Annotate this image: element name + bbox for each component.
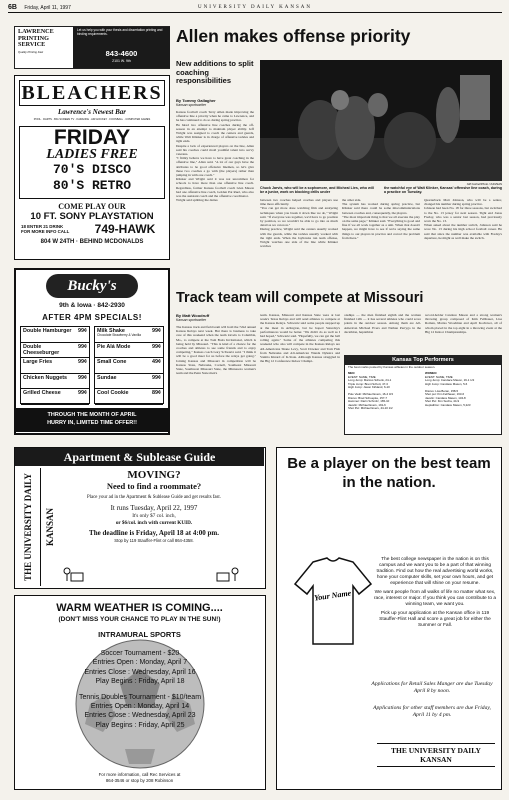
lawrence-line1: LAWRENCE [18, 28, 54, 35]
intramural-line: Tennis Doubles Tournament - $10/team [78, 693, 202, 701]
article2-headline: Track team will compete at Missouri [176, 290, 424, 306]
jersey-illustration [289, 556, 377, 648]
intramural-title: WARM WEATHER IS COMING.... [56, 602, 223, 614]
lawrence-line2: PRINTING [18, 34, 49, 42]
player-deadline1: Applications for Retail Sales Manger are due Tuesday April 8 by noon. [371, 681, 493, 694]
bleachers-friday-box [19, 126, 165, 199]
buckys-footer2: HURRY IN, LIMITED TIME OFFER!! [47, 420, 137, 426]
menu-item [95, 358, 163, 374]
performer-line: Shot Put: Michael Evers, 44-10 1/2 [348, 406, 393, 410]
lawrence-dark-panel [73, 27, 170, 68]
intramural-footer [15, 772, 264, 784]
lawrence-phone: 843-4600 [105, 49, 138, 58]
article1-c2: "You can get more done watching film and analyzing techniques when you break it down like we do," Wright said. "If everyone was together, we'd have to go position by position, so we wouldn't be able to go into as much detail as we can now." [260, 206, 338, 228]
article1-subhead: New additions to split coaching responsibilities [176, 59, 254, 85]
apartment-need: Need to find a roommate? [106, 481, 202, 491]
intramural-line: Entries Open : Monday, April 7 [92, 659, 188, 667]
men-event-label: EVENT: NAME, TIME [348, 374, 376, 379]
buckys-address: 9th & Iowa · 842-2930 [59, 302, 125, 309]
bleachers-features: POOL · DARTS · BIG SCREEN TV · KARAOKE · AIR HOCKEY · FOOSBALL · COMPUTER GAMES [33, 118, 151, 121]
menu-item-price: 99¢ [78, 343, 87, 350]
article1-p4: "I firmly believe we have to have great coaching in the offensive line," Allen said. "A lot of our guys have the attributes to be good offensive linemen, so let's give these two coaches a go with (the players) rather than jumping in with one coach." [176, 156, 254, 178]
menu-item-price: 99¢ [78, 390, 87, 396]
performer-line: Discus: Lisa Beran, 158-5 [425, 388, 459, 393]
bleachers-info2: FOR MORE INFO CALL [21, 229, 70, 235]
article1-c6: "The most important thing is that we all execute the play on the same page," Klinker said. "Everything is good and fine if we all work together as a unit. When that doesn't happen, we might have to see if we're saying the same things to our players in practice and correct the problem from there." [342, 214, 420, 240]
intramural-line: Entries Close : Wednesday, April 16 [84, 668, 196, 676]
menu-item-sub: Chocolate Strawberry & Vanilla [97, 333, 141, 337]
bleachers-info1: 18 ENTER 21 DRINK [21, 224, 64, 229]
menu-item-price: 99¢ [152, 374, 161, 381]
menu-item-name: Small Cone [97, 359, 127, 365]
article1-byline-role: Kansan sportswriter [176, 103, 206, 107]
article1-c7: Quarterback Matt Johnson, who will be a senior, changed his number during spring practice. [424, 198, 502, 207]
player-headline: Be a player on the best team in the nation. [287, 455, 491, 491]
bleachers-theme1: 70'S DISCO [52, 162, 131, 177]
performer-line: Long Jump: Marcus Schenk, 24-1 [348, 378, 392, 382]
article1-byline: By Tommy Gallagher [176, 98, 216, 103]
article2-col2: team. Kansas, Missouri and Kansas State were at last week's Texas Relays and will send athletes to compete at the Kansas Relays. Schwartz said some people stepped up at the meet in Arlington, but he hoped Saturday's performances would be better. "We didn't do as well as I had hoped," Schwartz said. "Hopefully, we can get the ball rolling again." Some of the athletes competing this weekend who also will compete in the Kansas Relays are All-Americans Shane Levy, Scott Dowker and Tom Fish from Nebraska and All-American Wanda Dykstra and Vanitta Kinard of K-State. Although Kansas struggled in the Big 12 Conference Indoor Champi- [260, 313, 340, 364]
menu-item-name: Chicken Nuggets [23, 374, 68, 381]
lawrence-address: 2101 W. 9th [112, 59, 131, 63]
performer-line: Hammer: Darin Schmitz, 165-10 [348, 399, 390, 403]
article1-col1 [176, 110, 254, 284]
jersey-label: Your Name [313, 588, 352, 603]
menu-item-price: 99¢ [152, 328, 161, 334]
folio-date: Friday, April 11, 1997 [24, 5, 71, 11]
menu-item [95, 343, 163, 359]
menu-item-price: 49¢ [152, 359, 161, 365]
article1-c3: During practice, Wright said the centers usually worked with the guards, while the tackles usually worked with the tight ends. When the Jayhawks run team offense, Wright watches one side of the line while Klinker watches [260, 227, 338, 249]
women-event-label: EVENT: NAME, TIME [425, 374, 453, 379]
performer-line: Javelin: Candace Mason, 134-8 [425, 395, 466, 400]
performer-line: Long Jump: Candace Mason, 19-1 1/2 [425, 378, 475, 382]
photo-caption-left: Chuck Jarvis, who will be a sophomore, and Micheal Lies, who will be a junior, work on blocking drills under [260, 186, 374, 195]
article1-p3: Despite a lack of experienced players on the line, Allen said his coaches could mold youthful talent into savvy veterans. [176, 143, 254, 157]
performer-line: Triple Jump: Brent Schott, 47-3 [348, 381, 388, 386]
player-deadline2: Applications for other staff members are due Friday, April 11 by 4 pm. [373, 705, 491, 718]
performer-line: High Jump: Candace Mason, 5-6 [425, 381, 468, 386]
player-p2: We want people from all walks of life no matter what sex, race, interest or major. If you think you can contribute to a winning team, we want you. [373, 590, 497, 607]
lawrence-printing-ad [14, 26, 170, 69]
photo-caption-right: the watchful eye of Walt Klinker, Kansas' offensive line coach, during a practice on Tuesday. [384, 186, 502, 195]
buckys-footer [16, 408, 168, 432]
article1-p1: Kansas football coach Terry Allen made improving the offensive line a priority when he came to Lawrence, and he has continued to do so during spring practice. [176, 110, 254, 123]
article2-byline: By Matt Woodruff [176, 313, 210, 318]
menu-item-price: 99¢ [78, 328, 87, 334]
apartment-place: Place your ad in the Apartment & Sublease Guide and get results fast. [87, 495, 221, 500]
performer-line: Shot Put: Kim Sucha, 44-9 [425, 399, 460, 403]
performer-line: Javelin: Michael Evers, 191-6 [348, 402, 386, 407]
buckys-footer1: THROUGH THE MONTH OF APRIL [47, 412, 137, 418]
bleachers-phone: 749-HAWK [94, 222, 156, 236]
menu-item-price: 99¢ [78, 359, 87, 365]
player-body [373, 557, 497, 629]
intramural-line: Soccer Tournament - $20 [100, 650, 180, 657]
article1-c9: When asked about the number switch, Johnson said he wore No. 13 during his high school football career. He said that since the number was available with Freday's departure, he might as well make the switch. [424, 223, 502, 240]
intramural-line: Play Begins : Friday, April 18 [95, 678, 185, 686]
apartment-title: Apartment & Sublease Guide [15, 448, 264, 466]
menu-item [21, 327, 89, 343]
article2-col3: onships — the men finished eighth and the women finished 12th — it has several athletes who could score points in the outdoor season. Among them are All-American Michael Evers and Nathan Perrygo in the decathlon, heptathlon [344, 313, 421, 334]
article1-c1: between two coaches helped coaches and players use time more efficiently. [260, 198, 338, 207]
menu-item-price: 89¢ [152, 390, 161, 396]
article1-c5: The system has worked during spring practice, but Klinker said there could be some miscommunications between coaches and, consequently, the players. [342, 202, 420, 215]
bleachers-theme2: 80'S RETRO [52, 178, 131, 193]
lawrence-logo [18, 29, 76, 49]
intramural-schedule [35, 649, 245, 730]
apartment-runs: It runs Tuesday, April 22, 1997 [110, 504, 198, 512]
lawrence-copy: Let us help you with your thesis and dissertation printing and binding requirements. [77, 28, 163, 36]
lawrence-line3: SERVICE [18, 41, 46, 48]
intramural-ad [14, 595, 266, 790]
bleachers-cta: COME PLAY OUR [58, 202, 126, 211]
top-performers-men [348, 372, 422, 411]
apartment-deadline: The deadline is Friday, April 18 at 4:00 pm. [89, 529, 219, 537]
menu-item-name: Milk Shake [97, 328, 125, 334]
article1-headline: Allen makes offense priority [176, 26, 411, 46]
menu-item-name: Pie Alá Mode [97, 343, 131, 350]
bleachers-tagline: Lawrence's Newest Bar [57, 108, 127, 116]
menu-item-price: 99¢ [78, 374, 87, 381]
intramural-line: Entries Close : Wednesday, April 23 [84, 712, 196, 720]
menu-item-name: Grilled Cheese [23, 390, 61, 396]
apartment-price: It's only $7 col. inch, [132, 513, 176, 519]
apartment-side-text: THE UNIVERSITY DAILY KANSAN [23, 473, 55, 581]
menu-item [21, 374, 89, 390]
buckys-menu-right [94, 326, 164, 404]
bleachers-logo: BLEACHERS [19, 80, 165, 106]
football-photo [260, 60, 502, 181]
buckys-ad [14, 268, 170, 435]
bleachers-day: FRIDAY [53, 126, 131, 149]
bleachers-special: LADIES FREE [46, 147, 138, 162]
bleachers-prize: 10 FT. SONY PLAYSTATION [30, 211, 154, 222]
article1-col4 [424, 198, 502, 284]
apartment-side-banner [17, 468, 55, 586]
bleachers-ad [14, 75, 170, 260]
article2-byline-role: Kansan sportswriter [176, 318, 206, 322]
menu-item-name: Cool Cookie [97, 390, 129, 396]
apartment-moving: MOVING? [127, 469, 181, 481]
buckys-banner: AFTER 4PM SPECIALS! [42, 313, 142, 322]
menu-item [95, 374, 163, 390]
bleachers-info [21, 224, 81, 235]
top-performers-box [344, 355, 502, 435]
player-p3: Pick up your application at the Kansan office in 119 Stauffer-Flint Hall and score a great job for either the Summer or Fall. [379, 611, 491, 628]
men-label: MEN [348, 371, 355, 375]
intramural-footer2: 864-3546 or stop by 208 Robinson [105, 778, 174, 783]
article2-col1: The Kansas track and field team will hold the 72nd annual Kansas Relays next week. But there is business to take care of this weekend when the team travels to Columbia, Mo., to compete at the Tom Botts Invitational, which is being held by Missouri. "This is kind of a chance for the coaches and athletes to see some friends and to enjoy competing," Kansas coach Gary Schwartz said. "I think it will be a good meet for us before the relays get going." Joining Kansas and Missouri in competition will be Kansas State, Nebraska, Cornell, Southeast Missouri State, Southwest Missouri State, the Minnesota women's team and the Penn State men's [176, 325, 256, 376]
intramural-subtitle: (DON'T MISS YOUR CHANCE TO PLAY IN THE SUN!) [58, 616, 221, 623]
apartment-or: or $6/col. inch with current KUID. [115, 519, 193, 526]
performer-line: Discus: Brad Schoepke, 157-7 [348, 395, 388, 400]
buckys-menu-left [20, 326, 90, 404]
performer-line: Heptathlon: Candace Mason, 5,223 [425, 402, 471, 407]
top-performers-intro: The best marks posted by Kansas athletes in the outdoor season. [348, 365, 436, 369]
menu-item [21, 389, 89, 405]
article1-c4: the other side. [342, 198, 362, 202]
page-number: 6B [8, 4, 17, 11]
football-practice-image [260, 60, 502, 181]
top-performers-title: Kansas Top Performers [345, 356, 501, 365]
mover-right-illustration [217, 568, 238, 581]
apartment-guide-ad [14, 447, 266, 589]
article1-p6: Wright said splitting the duties [176, 198, 218, 203]
performer-line: High Jump: Jason Kirkland, 6-10 [348, 385, 390, 389]
menu-item [21, 343, 89, 359]
player-brand: THE UNIVERSITY DAILY KANSAN [377, 743, 495, 767]
article1-col2 [260, 198, 338, 284]
menu-item-name: Double Hamburger [23, 328, 72, 334]
folio-bar [8, 3, 502, 13]
bleachers-address: 804 W 24TH · BEHIND MCDONALDS [40, 239, 144, 245]
mover-left-illustration [64, 568, 83, 581]
apartment-illustrations [55, 565, 255, 587]
menu-item [95, 389, 163, 405]
photo-credit: Gilf Gorbel/Photo / KANSAN [466, 182, 502, 186]
intramural-banner: INTRAMURAL SPORTS [98, 630, 181, 639]
article1-c8: Johnson had been No. 18 for three seasons, but switched to the No. 13 jersey for next season. Tight end Jonas Freday, who was a senior last season, had previously worn the No. 13. [424, 206, 502, 224]
menu-item-name: Double Cheeseburger [23, 343, 60, 356]
performer-line: Pole Vault: Michael Evers, 16-4 3/4 [348, 392, 393, 396]
menu-item-name: Sundae [97, 374, 117, 381]
article2-col4: record-holder Candace Mason and a strong women's throwing group composed of Kim Fellhauer, Lisa Roman, Marisa Woodman and April Kochaver, all of whom placed in the top eight in a throwing event at the Big 12 Indoor Championships. [425, 313, 502, 334]
player-recruitment-ad [276, 447, 502, 790]
performer-line: Shot put: Kim Fellhauer, 163-6 [425, 392, 465, 396]
intramural-line: Play Begins : Friday, April 25 [95, 721, 185, 729]
top-performers-women [425, 372, 500, 407]
article1-p2: He hired two offensive line coaches during the off-season in an attempt to maintain player ability. Jeff Wright was assigned to coach the centers and guards, while Walt Klinker is in charge of offensive tackles and tight ends. [176, 122, 254, 144]
article1-col3 [342, 198, 420, 284]
lawrence-tag: Quality Printing Fast [18, 50, 44, 54]
intramural-footer1: For more information, call Rec Services at [98, 772, 181, 777]
player-p1: The best college newspaper in the nation is on this campus and we want you to be a part of that winning tradition. Find out how the real advertising world works, hone your computer skills, set your own hours, and get experience that will shine on your resume. [376, 557, 494, 586]
menu-item [21, 358, 89, 374]
menu-item-price: 99¢ [152, 343, 161, 350]
menu-item-name: Large Fries [23, 359, 53, 365]
apartment-body [47, 469, 261, 544]
apartment-stop: Stop by 119 Stauffer-Flint or call 864-4358. [114, 538, 194, 543]
menu-item [95, 327, 163, 343]
folio-paper: UNIVERSITY DAILY KANSAN [198, 5, 313, 10]
intramural-line: Entries Open : Monday, April 14 [90, 703, 190, 711]
article1-p5: Klinker and Wright said it was not uncommon for schools to have more than one offensive line coach. Regardless, former Kansas football coach Glen Mason had one offensive line coach, Golden Pat Ruel, who also was the assistant coach and the offensive coordinator. [176, 177, 254, 199]
women-label: WOMEN [425, 371, 437, 375]
buckys-logo: Bucky's [46, 274, 138, 298]
